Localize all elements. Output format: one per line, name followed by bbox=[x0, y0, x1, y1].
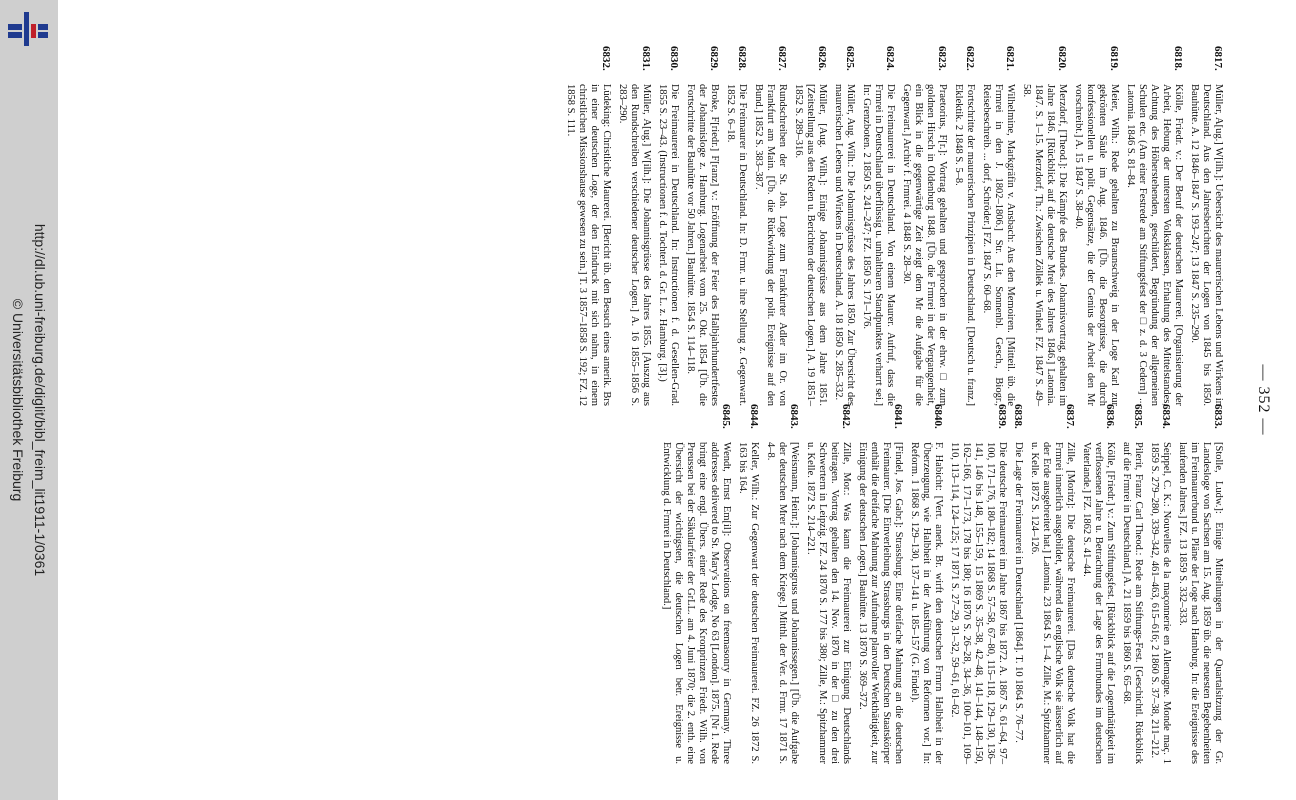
entry-number: 6823. bbox=[936, 46, 948, 71]
bibliography-entry bbox=[900, 46, 948, 406]
bibliography-entry bbox=[792, 46, 828, 406]
entry-text: Pilerit, Franz Carl Theod.: Rede am Stiftungs-Fest. [Geschichtl. Rückblick auf die Frmrei in Deutschland.] A. 21 1859 bis 1860 S. 65–68. bbox=[1121, 442, 1144, 764]
entry-number: 6844. bbox=[748, 404, 760, 429]
entry-text: Die deutsche Freimaurerei im Jahre 1867 bis 1872. A. 1867 S. 61–64, 97–100, 171–176, 180–182; 14 1868 S. 57–58, 67–80, 115–118, 129–130, 136–141, 146 bis 148, 155–159, 15 1869 S. 35–38, 42–48, 141–144, 148–150, 162–166, 171–173, 178 bis 180; 16 1870 S. 26–28, 34–36, 100–101, 109–110, 113–114, 124–125; 17 1871 S. 27–29, 31–32, 59–61, 61–62. bbox=[949, 442, 1008, 764]
entry-number: 6843. bbox=[788, 404, 800, 429]
entry-text: Fortschritte der maurerischen Prinzipien in Deutschland. [Deutsch u. franz.] Eklektik. 2 1848 S. 5–8. bbox=[953, 84, 976, 406]
entry-number: 6842. bbox=[840, 404, 852, 429]
entry-text: Kölle, [Friedr.] v.: Zum Stiftungsfest. [Rückblick auf die Logenthätigkeit im verflossenen Jahre u. Betrachtung der Lage des Frmrbundes im deutschen Vaterlande.] FZ. 1862 S. 41–44. bbox=[1081, 442, 1116, 764]
entry-number: 6835. bbox=[1132, 404, 1144, 429]
bibliography-entry bbox=[1012, 404, 1024, 764]
entry-number: 6841. bbox=[892, 404, 904, 429]
entry-number: 6834. bbox=[1160, 404, 1172, 429]
bibliography-entry bbox=[724, 46, 748, 406]
bibliography-entry bbox=[1072, 46, 1120, 406]
entry-number: 6824. bbox=[884, 46, 896, 71]
bibliography-entry bbox=[804, 404, 852, 764]
right-column bbox=[656, 404, 1224, 764]
entry-number: 6819. bbox=[1108, 46, 1120, 71]
entry-text: Die Lage der Freimaurerei in Deutschland [1864]. T. 10 1864 S. 76–77. bbox=[1013, 442, 1024, 743]
entry-text: Wilhelmine, Markgräfin v. Ansbach: Aus den Memoiren. [Mitteil. üb. die Frmrei in den J. 1802–1806.] Str. Lit. Sonnenbl. Gesch., Biogr., Reisebeschreib. ... dorf, Schröder.] FZ. 1847 S. 60–68. bbox=[981, 84, 1016, 406]
sidebar bbox=[0, 0, 58, 800]
entry-number: 6836. bbox=[1104, 404, 1116, 429]
entry-text: Müller, A[ug.] W[ilh.]: Uebersicht des maurerischen Lebens und Wirkens in Deutschland. Aus den Jahresberichten der Logen von 1845 bis 1850. Bauhütte. A. 12 1846–1847 S. 193–247; 13 1847 S. 235–290. bbox=[1189, 84, 1224, 406]
bibliography-entry bbox=[564, 46, 612, 406]
entry-text: Kiölle, Friedr. v.: Der Beruf der deutschen Maurerei. [Organisierung der Arbeit, Hebung der untersten Volksklassen, Erhaltung des Mittelstandes, Achtung des Höherstehenden, geschildert, Begründung der allgemeinen Schulen etc. (Am einer Festrede am Stiftungsfest der □ z. d. 3 Cedern] ... Latomia. 1846 S. 81–84. bbox=[1125, 84, 1184, 406]
bibliography-entry bbox=[1124, 46, 1184, 406]
entry-number: 6837. bbox=[1064, 404, 1076, 429]
bibliography-entry bbox=[736, 404, 760, 764]
entry-number: 6820. bbox=[1056, 46, 1068, 71]
entry-text: Zille, Mor.: Was kann die Freimaurerei zur Einigung Deutschlands beitragen. Vortrag gehalten den 14. Nov. 1870 in der □ zu den drei Schwertern in Leipzig. FZ. 24 1870 S. 177 bis 380; Zille, M.: Spitzhammer u. Kelle. 1872 S. 214–221. bbox=[805, 442, 852, 764]
entry-number: 6821. bbox=[1004, 46, 1016, 71]
copyright-notice: © Universitätsbibliothek Freiburg bbox=[10, 298, 26, 502]
bibliography-entry bbox=[948, 404, 1008, 764]
sidebar-caption bbox=[7, 224, 51, 576]
bibliography-entry bbox=[1080, 404, 1116, 764]
entry-text: Müller, [Aug. Wilh.]: Einige Johannisgrüsse aus dem Jahre 1851. [Zeitstellung aus den Reden u. Berichten der deutschen Logen.] A. 19 1851–1852 S. 289–316. bbox=[793, 84, 828, 406]
page-number-header: — 352 — bbox=[1255, 364, 1272, 436]
bibliography-entry bbox=[832, 46, 856, 406]
entry-text: Müller, Aug. Wilh.: Die Johannisgrüsse des Jahres 1850. Zur Übersicht des maurerischen Lebens und Wirkens in Deutschland. A. 18 1850 S. 285–332. bbox=[833, 84, 856, 406]
bibliography-entry bbox=[952, 46, 976, 406]
rotated-page-content bbox=[258, 0, 1296, 800]
entry-number: 6827. bbox=[776, 46, 788, 71]
entry-number: 6840. bbox=[932, 404, 944, 429]
entry-number: 6829. bbox=[708, 46, 720, 71]
bibliography-entry bbox=[1120, 404, 1144, 764]
entry-number: 6845. bbox=[720, 404, 732, 429]
entry-text: Broke, F[riedr.] F[ranz] v.: Eröffnung der Feier des Halbjahrhundertfestes der Johannisloge z. Hamburg. Logenarbeit vom 25. Okt. 1854 [Üb. die Fortschritte der Bauhütte vor 50 Jahren.] Bauhütte. 1854 S. 114–118. bbox=[685, 84, 720, 406]
entry-text: Zille, [Moritz]: Die deutsche Freimaurerei. [Das deutsche Volk hat die Frmrei innerlich ausgebildet, während das englische Volk sie äusserlich auf der Erde ausgebreitet hat.] Latomia. 23 1864 S. 1–4. Zille, M.: Spitzhammer u. Kelle. 1872 S. 124–126. bbox=[1029, 442, 1076, 764]
entry-number: 6831. bbox=[640, 46, 652, 71]
entry-number: 6839. bbox=[996, 404, 1008, 429]
bibliography-entry bbox=[1176, 404, 1224, 764]
entry-text: [Stolle, Ludw.]: Einige Mitteilungen in der Quartalsitzung der Gr. Landesloge von Sachsen am 15. Aug. 1859 üb. die neuesten Begebenheiten im Freimaurerbund u. Pläne der Loge nach Hamburg. In: die Ereignisse des laufenden Jahres.] FZ. 13 1859 S. 332–333. bbox=[1177, 442, 1224, 764]
bibliography-entry bbox=[656, 46, 680, 406]
entry-number: 6832. bbox=[600, 46, 612, 71]
entry-number: 6830. bbox=[668, 46, 680, 71]
bibliography-entry bbox=[616, 46, 652, 406]
entry-text: Keller, Wilh.: Zur Gegenwart der deutschen Freimaurerei. FZ. 26 1872 S. 163 bis 164. bbox=[737, 442, 760, 764]
entry-text: Praetorius, F[r.]: Vortrag gehalten und gesprochen in der ehrw. □ zum goldnen Hirsch in Oldenburg 1848. [Üb. die Frmrei in der Vergangenheit, ein Blick in die gegenwärtige Zeit zeigt dem Mr die Aufgabe für die Gegenwart.] Archiv f. Frmrei. 4 1848 S. 28–30. bbox=[901, 84, 948, 406]
bibliography-entry bbox=[1188, 46, 1224, 406]
bibliography-entry bbox=[684, 46, 720, 406]
entry-text: [Weismann, Heinr.]: [Johannisgruss und Johannissegen.] [Üb. die Aufgabe der deutschen Mrer nach dem Kriege.] Mitthl. der Ver. d. Frmr. 17 1871 S. 4–8. bbox=[765, 442, 800, 764]
entry-text: Die Freimaurer in Deutschland. In: D. Frmr. u. ihre Stellung z. Gegenwart. 1852 S. 6–18. bbox=[725, 84, 748, 406]
bibliography-entry bbox=[1020, 46, 1068, 406]
bibliography-entry bbox=[908, 404, 944, 764]
entry-text: [Findel, Jos. Gabr.]: Strassburg. Eine dreifache Mahnung an die deutschen Freimaurer. [Die Einverleibung Strassburgs in den Deutschen Staatskörper enthält die dreifache Mahnung zur Aufnahme planvoller Werkthätigkeit, zur Einigung der deutschen Logen.] Bauhütte. 13 1870 S. 369–372. bbox=[857, 442, 904, 764]
entry-number: 6838. bbox=[1012, 404, 1024, 429]
entry-text: Seippel, C. K.: Nouvelles de la maçonnerie en Allemagne. Monde maç. 1 1859 S. 279–280, 339–342, 461–463, 615–616; 2 1860 S. 37–38, 211–212. bbox=[1149, 442, 1172, 764]
bibliography-entry bbox=[856, 404, 904, 764]
entry-number: 6833. bbox=[1212, 404, 1224, 429]
entry-number: 6828. bbox=[736, 46, 748, 71]
bibliography-entry bbox=[860, 46, 896, 406]
bibliography-entry bbox=[980, 46, 1016, 406]
entry-text: Meier, Wilh.: Rede gehalten zu Braunschweig in der Loge Karl zur gekrönten Säule im Aug. 1846. [Üb. die Besorgnisse, die durch konfessionellen u. polit. Gegensätze, die der Genius der Arbeit den Mr vorschreibt.] A. 15 1847 S. 38–40. bbox=[1073, 84, 1120, 406]
entry-number: 6825. bbox=[844, 46, 856, 71]
bibliography-entry bbox=[764, 404, 800, 764]
entry-number: 6817. bbox=[1212, 46, 1224, 71]
entry-text: Wendt, Ernst Em[il]: Observations on freemasonry in Germany. Three addresses delivered to St. Mary's Lodge, No 63 [London]. 1875. [Nr 1. Rede bringt eine engl. Übers. einer Rede des Kronprinzen Friedr. Wilh. von Preussen bei der Säkularfeier der GrLL. am 4. Juni 1870; die 2. enth. eine Übersicht der wichtigsten, die deutschen Logen betr. Ereignisse u. Entwicklung d. Frmrei in Deutschland.] bbox=[661, 442, 732, 764]
scanned-page bbox=[58, 0, 1296, 800]
entry-text: Müller, A[ug.] W[ilh.]: Die Johannisgrüsse des Jahres 1855. [Auszug aus den Rundschreiben verschiedener deutscher Logen.] A. 16 1855–1856 S. 283–290. bbox=[617, 84, 652, 406]
entry-text: Merzdorf, [Theod.]: Die Kämpfe des Bundes. Johannisvortrag, gehalten im Jahre 1846. [Rückblick auf die deutsche Mrei des Jahres 1846.] Latomia. 1847. S. 1–15. Merzdorf, Th.: Zwischen Zöllek u. Winkel. FZ. 1847 S. 49–58. bbox=[1021, 84, 1068, 406]
bibliography-entry bbox=[752, 46, 788, 406]
entry-text: Rundschreiben der St. Joh. Loge zum Frankfurter Adler im Or. von Frankfurt am Main. [Üb. die Rückwirkung der polit. Ereignisse auf den Bund.] 1852 S. 383–387. bbox=[753, 84, 788, 406]
entry-number: 6826. bbox=[816, 46, 828, 71]
entry-number: 6822. bbox=[964, 46, 976, 71]
bibliography-entry bbox=[1148, 404, 1172, 764]
left-column bbox=[560, 46, 1224, 406]
document-url-link[interactable]: http://dl.ub.uni-freiburg.de/diglit/bibl_freim_lit1911-1/0361 bbox=[32, 223, 48, 577]
bibliography-entry bbox=[1028, 404, 1076, 764]
entry-text: Die Freimaurerei in Deutschland. In: Instructionen f. d. Gesellen-Grad. 1855 S. 23–43. (Instructionen f. d. Tochterl. d. Gr. L. z. Hamburg. [3].) bbox=[657, 84, 680, 406]
entry-text: F. Habicht: [Vert. anerk. Br. wirft den deutschen Frmrn Halbheit in der Überzeugung, wie Halbheit in der Ausführung von Reformen vor.] In: Reform. 1 1868 S. 129–130, 137–141 u. 185–157 (G. Findel). bbox=[909, 442, 944, 764]
entry-number: 6818. bbox=[1172, 46, 1184, 71]
entry-text: Die Freimaurerei in Deutschland. Von einem Maurer. Aufruf, dass die Frmrei in Deutschland überflüssig u. unhaltbaren Standpunktes verharrt sei.] In: Grenzboten. 2 1850 S. 241–247; FZ. 1850 S. 171–176. bbox=[861, 84, 896, 406]
library-logo-icon bbox=[6, 10, 50, 50]
entry-text: Lüdeking: Christliche Maurerei. [Bericht üb. den Besuch eines amerik. Brs in einer deutschen Loge, der den Eindruck mit sich nahm, in einem christlichen Missionshause gewesen zu sein.] T. 3 1857–1858 S. 192; FZ. 12 1858 S. 111. bbox=[565, 84, 612, 406]
bibliography-entry bbox=[660, 404, 732, 764]
